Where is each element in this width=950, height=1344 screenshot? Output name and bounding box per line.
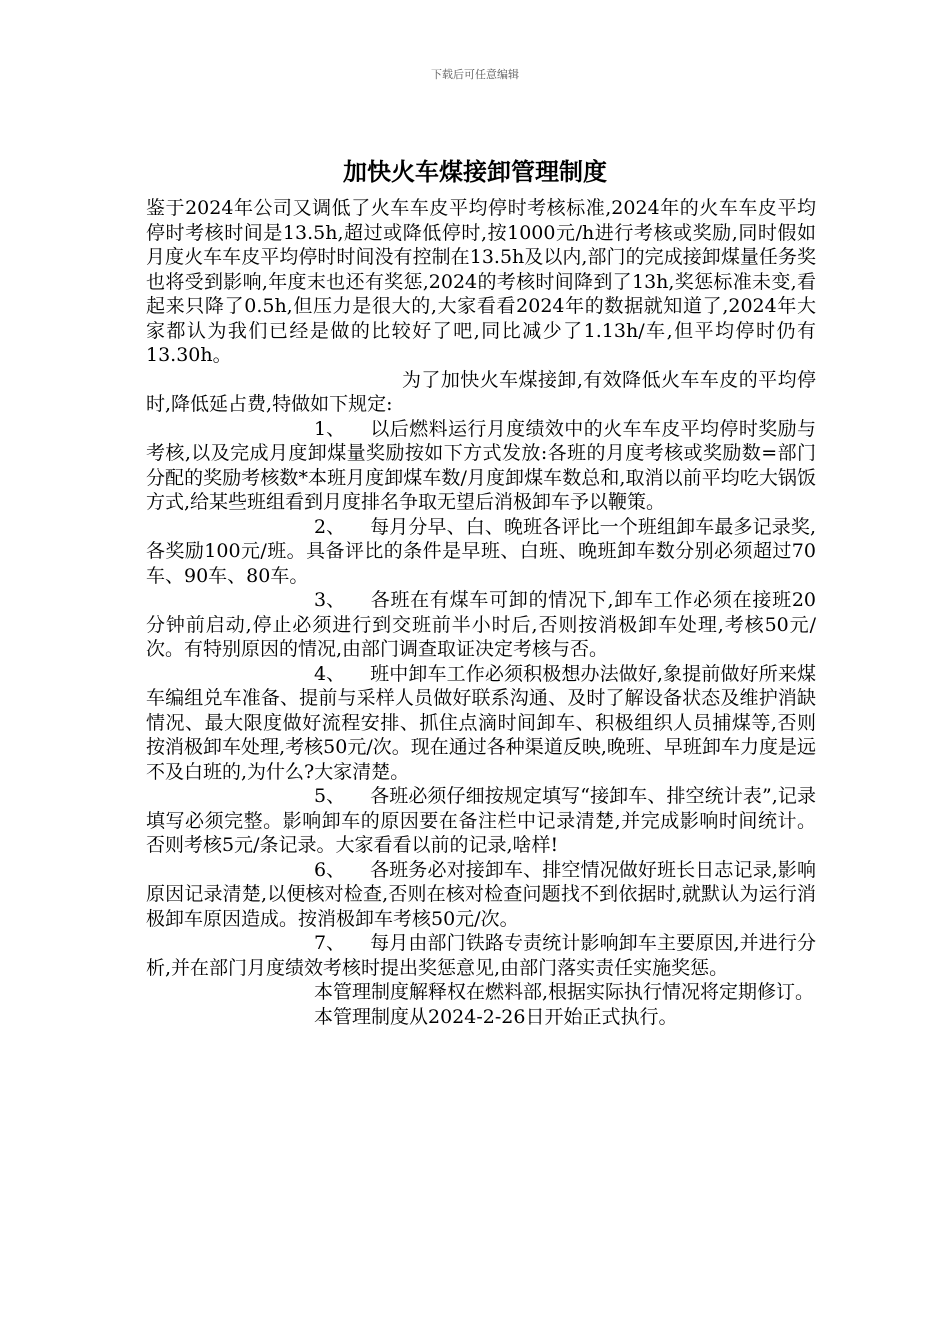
rule-number: 5、: [314, 785, 346, 807]
rule-item-1: [146, 417, 816, 515]
rule-text: 各班务必对接卸车、排空情况做好班长日志记录,影响原因记录清楚,以便核对检查,否则在核对检查问题找不到依据时,就默认为运行消极卸车原因造成。按消极卸车考核50元/次。: [146, 858, 816, 930]
rule-text: 各班在有煤车可卸的情况下,卸车工作必须在接班20分钟前启动,停止必须进行到交班前半小时后,否则按消极卸车处理,考核50元/次。有特别原因的情况,由部门调查取证决定考核与否。: [146, 589, 816, 660]
rule-text: 每月分早、白、晚班各评比一个班组卸车最多记录奖,各奖励100元/班。具备评比的条件是早班、白班、晚班卸车数分别必须超过70车、90车、80车。: [146, 515, 816, 587]
rule-text: 每月由部门铁路专责统计影响卸车主要原因,并进行分析,并在部门月度绩效考核时提出奖惩意见,由部门落实责任实施奖惩。: [146, 932, 816, 979]
intro-paragraph: 鉴于2024年公司又调低了火车车皮平均停时考核标准,2024年的火车车皮平均停时考核时间是13.5h,超过或降低停时,按1000元/h进行考核或奖励,同时假如月度火车车皮平均停时时间没有控制在13.5h及以内,部门的完成接卸煤量任务奖也将受到影响,年度末也还有奖惩,2024的考核时间降到了13h,奖惩标准未变,看起来只降了0.5h,但压力是很大的,大家看看2024年的数据就知道了,2024年大家都认为我们已经是做的比较好了吧,同比减少了1.13h/车,但平均停时仍有13.30h。: [146, 197, 816, 366]
rule-number: 1、: [314, 417, 346, 440]
rule-number: 2、: [314, 515, 346, 538]
rule-item-7: [146, 931, 816, 980]
header-note: 下载后可任意编辑: [431, 68, 519, 81]
rule-item-3: [146, 588, 816, 662]
rule-item-2: [146, 515, 816, 589]
rule-number: 4、: [314, 662, 346, 685]
document-title: 加快火车煤接卸管理制度: [343, 158, 607, 186]
interpretation-paragraph: 本管理制度解释权在燃料部,根据实际执行情况将定期修订。: [314, 981, 815, 1003]
rule-text: 各班必须仔细按规定填写“接卸车、排空统计表”,记录填写必须完整。影响卸车的原因要在备注栏中记录清楚,并完成影响时间统计。否则考核5元/条记录。大家看看以前的记录,啥样!: [146, 785, 816, 856]
effective-date-paragraph: 本管理制度从2024-2-26日开始正式执行。: [314, 1005, 678, 1028]
rule-text: 班中卸车工作必须积极想办法做好,象提前做好所来煤车编组兑车准备、提前与采样人员做好联系沟通、及时了解设备状态及维护消缺情况、最大限度做好流程安排、抓住点滴时间卸车、积极组织人员捕煤等,否则按消极卸车处理,考核50元/次。现在通过各种渠道反映,晚班、早班卸车力度是远不及白班的,为什么?大家清楚。: [146, 662, 816, 783]
document-body: [146, 196, 816, 1029]
rule-number: 7、: [314, 932, 346, 954]
purpose-paragraph: 为了加快火车煤接卸,有效降低火车车皮的平均停时,降低延占费,特做如下规定:: [146, 368, 816, 415]
rule-number: 6、: [314, 858, 346, 881]
rule-item-6: [146, 858, 816, 932]
rule-item-5: [146, 784, 816, 858]
rule-item-4: [146, 662, 816, 785]
rule-text: 以后燃料运行月度绩效中的火车车皮平均停时奖励与考核,以及完成月度卸煤量奖励按如下方式发放:各班的月度考核或奖励数=部门分配的奖励考核数*本班月度卸煤车数/月度卸煤车数总和,取消以前平均吃大锅饭方式,给某些班组看到月度排名争取无望后消极卸车予以鞭策。: [146, 417, 816, 513]
rule-number: 3、: [314, 589, 346, 611]
